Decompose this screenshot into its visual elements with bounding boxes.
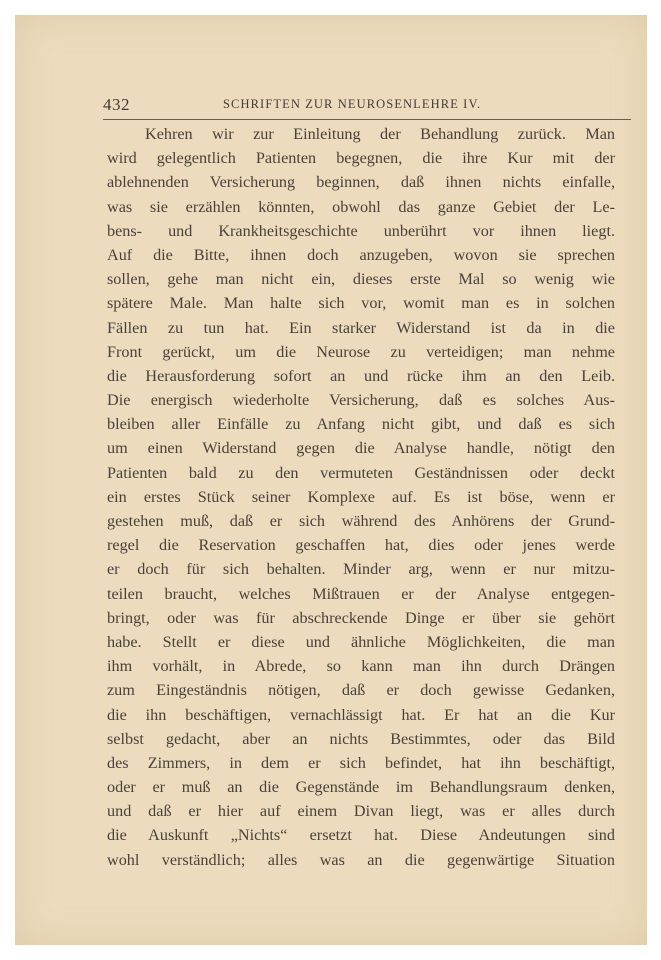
text-line: spätere Male. Man halte sich vor, womit man es in solchen — [107, 294, 615, 313]
text-line: sollen, gehe man nicht ein, dieses erste Mal so wenig wie — [107, 270, 615, 289]
text-line: er doch für sich behalten. Minder arg, wenn er nur mitzu- — [107, 560, 615, 579]
text-line: bleiben aller Einfälle zu Anfang nicht gibt, und daß es sich — [107, 415, 615, 434]
text-line: wird gelegentlich Patienten begegnen, die ihre Kur mit der — [107, 149, 615, 168]
page-number: 432 — [103, 95, 130, 114]
text-line: ablehnenden Versicherung beginnen, daß ihnen nichts einfalle, — [107, 173, 615, 192]
text-line: die Herausforderung sofort an und rücke ihm an den Leib. — [107, 366, 615, 385]
text-line: die Auskunft „Nichts“ ersetzt hat. Diese Andeutungen sind — [107, 826, 615, 845]
text-line: selbst gedacht, aber an nichts Bestimmtes, oder das Bild — [107, 729, 615, 748]
running-head: SCHRIFTEN ZUR NEUROSENLEHRE IV. — [223, 97, 482, 111]
text-line: gestehen muß, daß er sich während des Anhörens der Grund- — [107, 512, 615, 530]
text-line: Auf die Bitte, ihnen doch anzugeben, wovon sie sprechen — [107, 245, 615, 264]
text-line: die ihn beschäftigen, vernachlässigt hat. Er hat an die Kur — [107, 705, 615, 724]
text-line: teilen braucht, welches Mißtrauen er der Analyse entgegen- — [107, 584, 615, 603]
body-text — [107, 122, 615, 872]
text-line: Fällen zu tun hat. Ein starker Widerstand ist da in die — [107, 318, 615, 337]
text-line: zum Eingeständnis nötigen, daß er doch gewisse Gedanken, — [107, 681, 615, 700]
text-line: Patienten bald zu den vermuteten Geständnissen oder deckt — [107, 463, 615, 482]
text-line: was sie erzählen könnten, obwohl das ganze Gebiet der Le- — [107, 197, 615, 216]
text-line: Front gerückt, um die Neurose zu verteidigen; man nehme — [107, 342, 615, 361]
text-line: oder er muß an die Gegenstände im Behandlungsraum denken, — [107, 778, 615, 797]
text-line: ihm vorhält, in Abrede, so kann man ihn durch Drängen — [107, 657, 615, 676]
text-line: ein erstes Stück seiner Komplexe auf. Es ist böse, wenn er — [107, 487, 615, 506]
text-line: und daß er hier auf einem Divan liegt, was er alles durch — [107, 802, 615, 821]
text-line: des Zimmers, in dem er sich befindet, hat ihn beschäftigt, — [107, 753, 615, 772]
text-line: Kehren wir zur Einleitung der Behandlung zurück. Man — [145, 125, 615, 143]
text-line: habe. Stellt er diese und ähnliche Möglichkeiten, die man — [107, 632, 615, 651]
text-line: bringt, oder was für abschreckende Dinge er über sie gehört — [107, 608, 615, 627]
text-line: regel die Reservation geschaffen hat, dies oder jenes werde — [107, 536, 615, 555]
text-line: wohl verständlich; alles was an die gegenwärtige Situation — [107, 850, 615, 869]
page-header — [103, 93, 631, 120]
text-line: bens- und Krankheitsgeschichte unberührt vor ihnen liegt. — [107, 221, 615, 240]
text-line: um einen Widerstand gegen die Analyse handle, nötigt den — [107, 439, 615, 458]
text-line: Die energisch wiederholte Versicherung, daß es solches Aus- — [107, 391, 615, 410]
